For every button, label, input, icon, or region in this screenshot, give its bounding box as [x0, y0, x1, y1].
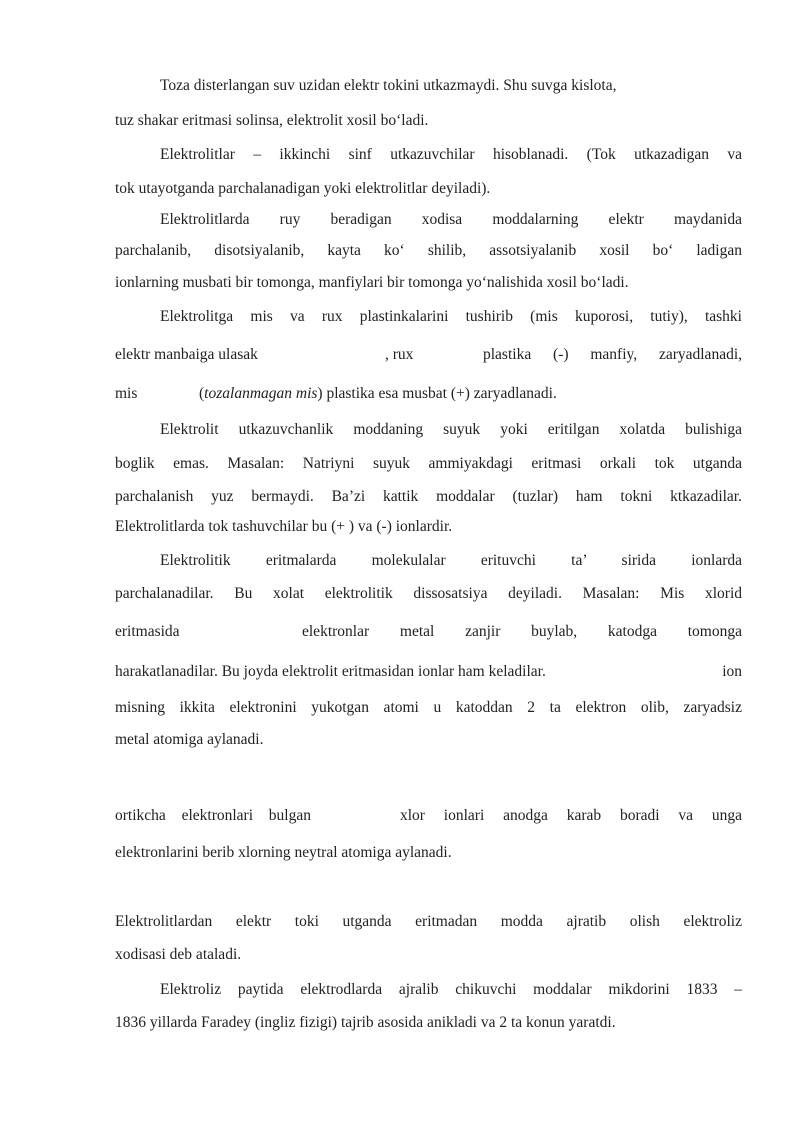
paragraph-2-line-2: tok utayotganda parchalanadigan yoki elektrolitlar deyiladi).	[115, 180, 491, 197]
paragraph-2-line-1: Elektrolitlar – ikkinchi sinf utkazuvchilar hisoblanadi. (Tok utkazadigan va	[160, 146, 742, 163]
p6-line4-part-b: ion	[722, 663, 742, 680]
p7-line1-part-a: ortikcha elektronlari bulgan	[115, 807, 311, 824]
p4-line2-part-a: elektr manbaiga ulasak	[115, 346, 258, 363]
paragraph-6-line-2: parchalanadilar. Bu xolat elektrolitik dissosatsiya deyiladi. Masalan: Mis xlorid	[115, 585, 742, 602]
p6-line3-part-b: elektronlar metal zanjir buylab, katodga tomonga	[302, 623, 742, 640]
p4-line3-italic: tozalanmagan mis	[204, 385, 318, 402]
paragraph-5-line-4: Elektrolitlarda tok tashuvchilar bu (+ ) va (-) ionlardir.	[115, 518, 453, 535]
paragraph-5-line-1: Elektrolit utkazuvchanlik moddaning suyuk yoki eritilgan xolatda bulishiga	[160, 421, 742, 438]
paragraph-1-line-1: Toza disterlangan suv uzidan elektr tokini utkazmaydi. Shu suvga kislota,	[160, 77, 617, 94]
p4-line2-part-c: plastika (-) manfiy, zaryadlanadi,	[483, 346, 742, 363]
paragraph-3-line-3: ionlarning musbati bir tomonga, manfiylari bir tomonga yo‘nalishida xosil bo‘ladi.	[115, 274, 629, 291]
paragraph-4-line-1: Elektrolitga mis va rux plastinkalarini tushirib (mis kuporosi, tutiy), tashki	[160, 308, 742, 325]
paragraph-3-line-2: parchalanib, disotsiyalanib, kayta ko‘ shilib, assotsiyalanib xosil bo‘ ladigan	[115, 242, 742, 259]
paragraph-9-line-2: 1836 yillarda Faradey (ingliz fizigi) tajrib asosida anikladi va 2 ta konun yaratdi.	[115, 1014, 616, 1031]
paragraph-7-line-2: elektronlarini berib xlorning neytral atomiga aylanadi.	[115, 844, 452, 861]
p4-line3-part-a: mis	[115, 385, 138, 402]
p4-line3-paren-open: (	[199, 385, 205, 402]
p7-line1-part-b: xlor ionlari anodga karab boradi va unga	[400, 807, 742, 824]
paragraph-8-line-2: xodisasi deb ataladi.	[115, 946, 242, 963]
paragraph-3-line-1: Elektrolitlarda ruy beradigan xodisa moddalarning elektr maydanida	[160, 211, 742, 228]
paragraph-6-line-5: misning ikkita elektronini yukotgan atomi u katoddan 2 ta elektron olib, zaryadsiz	[115, 699, 742, 716]
paragraph-8-line-1: Elektrolitlardan elektr toki utganda eritmadan modda ajratib olish elektroliz	[115, 913, 742, 930]
paragraph-9-line-1: Elektroliz paytida elektrodlarda ajralib chikuvchi moddalar mikdorini 1833 –	[160, 981, 742, 998]
paragraph-1-line-2: tuz shakar eritmasi solinsa, elektrolit xosil bo‘ladi.	[115, 112, 429, 129]
p6-line3-part-a: eritmasida	[115, 623, 180, 640]
paragraph-5-line-2: boglik emas. Masalan: Natriyni suyuk ammiyakdagi eritmasi orkali tok utganda	[115, 455, 742, 472]
paragraph-6-line-1: Elektrolitik eritmalarda molekulalar erituvchi ta’ sirida ionlarda	[160, 552, 742, 569]
paragraph-6-line-6: metal atomiga aylanadi.	[115, 731, 264, 748]
p6-line4-part-a: harakatlanadilar. Bu joyda elektrolit eritmasidan ionlar ham keladilar.	[115, 663, 546, 680]
p4-line2-part-b: , rux	[385, 346, 414, 363]
p4-line3-rest: ) plastika esa musbat (+) zaryadlanadi.	[317, 385, 557, 402]
paragraph-5-line-3: parchalanish yuz bermaydi. Ba’zi kattik moddalar (tuzlar) ham tokni ktkazadilar.	[115, 488, 742, 505]
